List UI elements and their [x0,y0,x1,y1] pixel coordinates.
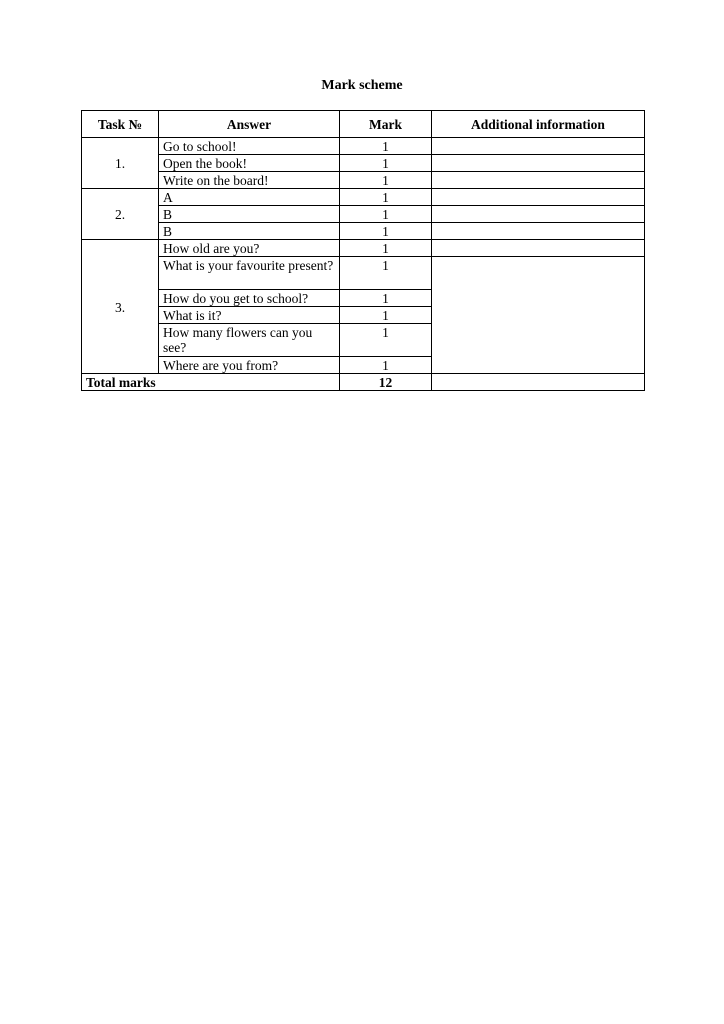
mark-scheme-table [81,110,645,391]
info-cell [432,374,645,391]
table-row [82,240,645,257]
answer-cell: Go to school! [159,138,340,155]
mark-cell: 1 [340,257,432,290]
header-mark: Mark [340,111,432,138]
info-cell [432,155,645,172]
mark-cell: 1 [340,290,432,307]
task-number: 2. [82,189,159,240]
table-row [82,138,645,155]
info-cell [432,223,645,240]
mark-cell: 1 [340,138,432,155]
mark-cell: 1 [340,172,432,189]
info-cell [432,240,645,257]
answer-cell: B [159,223,340,240]
info-cell [432,206,645,223]
answer-cell: How many flowers can you see? [159,324,340,357]
answer-cell: What is it? [159,307,340,324]
task-number: 3. [82,240,159,374]
header-row [82,111,645,138]
total-row [82,374,645,391]
table-row [82,206,645,223]
total-value: 12 [340,374,432,391]
answer-cell: How do you get to school? [159,290,340,307]
answer-cell: B [159,206,340,223]
header-task: Task № [82,111,159,138]
table-row [82,257,645,290]
total-label: Total marks [82,374,340,391]
mark-cell: 1 [340,155,432,172]
answer-cell: Write on the board! [159,172,340,189]
info-cell [432,138,645,155]
mark-cell: 1 [340,223,432,240]
info-cell [432,172,645,189]
answer-cell: A [159,189,340,206]
answer-cell: Where are you from? [159,357,340,374]
answer-cell: Open the book! [159,155,340,172]
info-cell [432,189,645,206]
table-row [82,189,645,206]
mark-cell: 1 [340,189,432,206]
mark-cell: 1 [340,206,432,223]
mark-cell: 1 [340,307,432,324]
table-row [82,172,645,189]
page-title: Mark scheme [321,78,403,93]
header-answer: Answer [159,111,340,138]
mark-cell: 1 [340,324,432,357]
header-additional-info: Additional information [432,111,645,138]
mark-cell: 1 [340,357,432,374]
answer-cell: What is your favourite present? [159,257,340,290]
table-row [82,223,645,240]
mark-cell: 1 [340,240,432,257]
task-number: 1. [82,138,159,189]
info-cell [432,257,645,374]
table-row [82,155,645,172]
answer-cell: How old are you? [159,240,340,257]
